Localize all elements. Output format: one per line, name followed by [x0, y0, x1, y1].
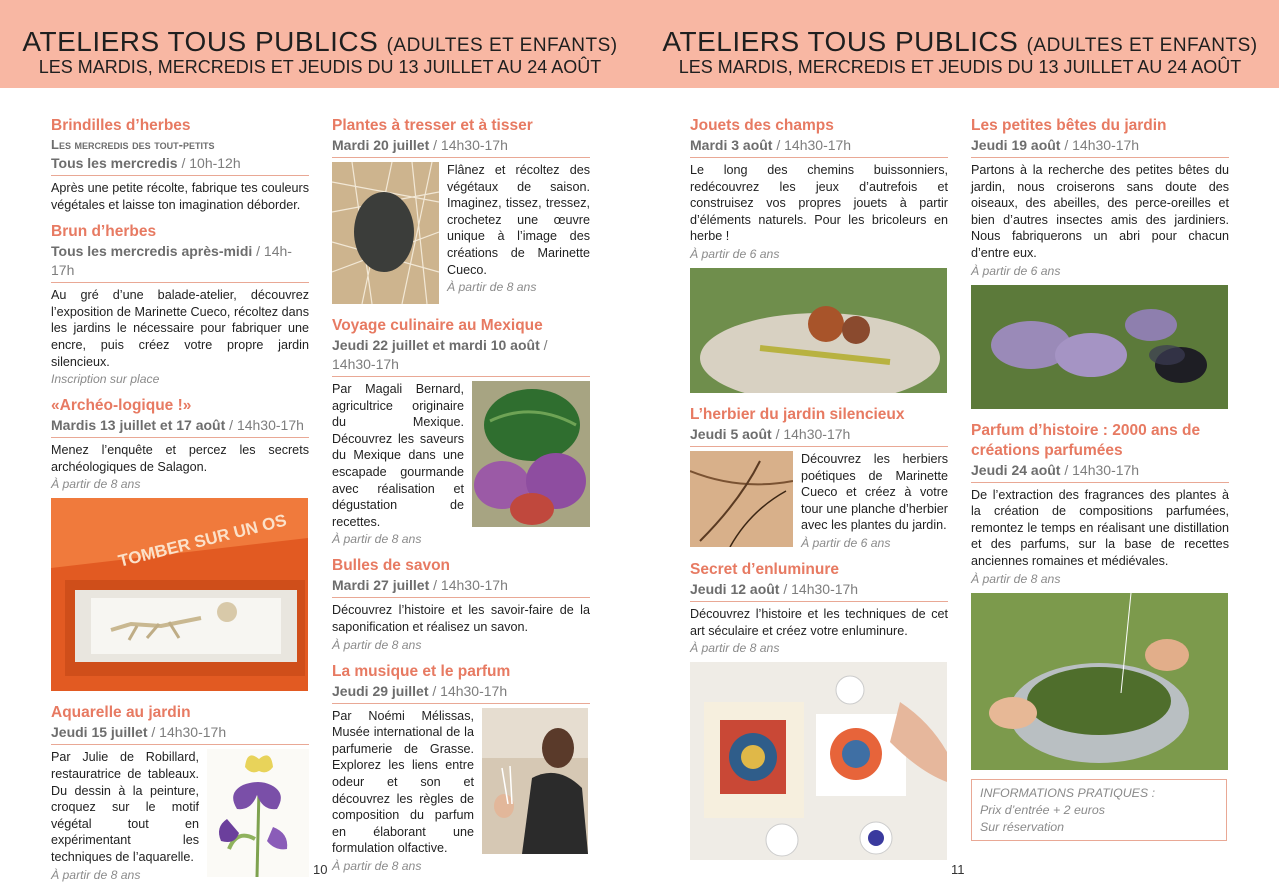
header-title: ATELIERS TOUS PUBLICS (ADULTES ET ENFANTS)	[22, 26, 618, 57]
right-column-2	[971, 116, 1229, 841]
workshop-description: Menez l’enquête et percez les secrets archéologiques de Salagon.	[51, 443, 309, 474]
workshop-title: Jouets des champs	[690, 117, 834, 134]
page-number: 11	[951, 862, 965, 877]
box-lettering: TOMBER SUR UN OS	[116, 510, 289, 572]
workshop-title: L’herbier du jardin silencieux	[690, 405, 905, 423]
distillation-photo	[971, 593, 1228, 770]
left-column-2	[332, 116, 590, 883]
workshop-date: Jeudi 19 août / 14h30-17h	[971, 136, 1229, 158]
workshop-date: Jeudi 5 août / 14h30-17h	[690, 425, 948, 447]
workshop-title: Parfum d’histoire : 2000 ans de créations parfumées	[971, 421, 1201, 459]
workshop-date: Jeudi 22 juillet et mardi 10 août / 14h30-17h	[332, 336, 590, 377]
workshop-description: Découvrez l’histoire et les techniques de cet art séculaire et créez votre enluminure.	[690, 606, 948, 638]
workshop-description: Par Magali Bernard, agricultrice originaire du Mexique. Découvrez les saveurs du Mexique dans une escapade gourmande avec réalisation et dégustation de recettes.	[332, 382, 464, 529]
workshop-jouets	[690, 116, 948, 393]
herbarium-photo	[690, 451, 793, 547]
workshop-title: «Archéo-logique !»	[51, 397, 192, 415]
workshop-title: Brindilles d’herbes	[51, 117, 191, 134]
workshop-title: Voyage culinaire au Mexique	[332, 317, 543, 334]
workshop-title: Secret d’enluminure	[690, 560, 840, 578]
workshop-description: Le long des chemins buissonniers, redécouvrez les jeux d’autrefois et construisez vos propres jouets à partir d’éléments naturels. Pour les bricoleurs en herbe !	[690, 163, 948, 244]
iris-watercolor-image	[207, 749, 309, 877]
info-price: Prix d’entrée + 2 euros	[980, 802, 1106, 817]
right-column-1	[690, 116, 948, 869]
skeleton-box-photo	[51, 498, 308, 691]
natural-toy-photo	[690, 268, 947, 393]
workshop-archeo	[51, 396, 309, 691]
header-title: ATELIERS TOUS PUBLICS (ADULTES ET ENFANTS)	[662, 26, 1258, 57]
workshop-description: Partons à la recherche des petites bêtes du jardin, nous croiserons sans doute des oiseaux, des abeilles, des perce-oreilles et bien d’autres insectes amis des jardiniers. Nous fabriquerons un abri pour chacun d’entre eux.	[971, 163, 1229, 260]
workshop-date: Jeudi 24 août / 14h30-17h	[971, 461, 1229, 483]
workshop-musique	[332, 662, 590, 874]
workshop-date: Mardi 27 juillet / 14h30-17h	[332, 576, 590, 598]
info-title: INFORMATIONS PRATIQUES :	[980, 785, 1156, 800]
left-column-1	[51, 116, 309, 892]
page-11	[640, 0, 1279, 896]
workshop-date: Jeudi 15 juillet / 14h30-17h	[51, 723, 309, 745]
page-header-banner	[640, 0, 1279, 88]
workshop-bulles	[332, 556, 590, 652]
practical-info-box	[971, 779, 1227, 841]
workshop-note: À partir de 8 ans	[332, 637, 422, 652]
workshop-date: Mardi 3 août / 14h30-17h	[690, 136, 948, 158]
workshop-date: Jeudi 29 juillet / 14h30-17h	[332, 682, 590, 704]
woven-stone-photo	[332, 162, 439, 304]
workshop-description: Par Julie de Robillard, restauratrice de tableaux. Du dessin à la peinture, croquez sur le motif végétal tout en expérimentant les techniques de l’aquarelle.	[51, 750, 199, 864]
workshop-description: Flânez et récoltez des végétaux de saison. Imaginez, tissez, tressez, crochetez une œuvre unique à l’image des créations de Marinette Cueco.	[447, 163, 590, 277]
workshop-title: La musique et le parfum	[332, 662, 511, 680]
workshop-note: À partir de 8 ans	[332, 858, 422, 873]
page-number: 10	[313, 862, 328, 877]
illumination-photo	[690, 662, 947, 860]
workshop-description: Après une petite récolte, fabrique tes couleurs végétales et laisse ton imagination déborder.	[51, 181, 309, 212]
workshop-title: Les petites bêtes du jardin	[971, 117, 1167, 134]
workshop-title: Plantes à tresser et à tisser	[332, 117, 533, 134]
perfume-workshop-photo	[482, 708, 588, 854]
workshop-aquarelle	[51, 703, 309, 882]
workshop-description: De l’extraction des fragrances des plantes à la création de compositions parfumées, remontez le temps en réalisant une distillation et des parfums, sur la base de recettes anciennes romaines et médiévales.	[971, 487, 1229, 568]
workshop-parfum	[971, 421, 1229, 770]
info-reservation: Sur réservation	[980, 819, 1065, 834]
workshop-voyage	[332, 316, 590, 547]
header-subtitle: LES MARDIS, MERCREDIS ET JEUDIS DU 13 JUILLET AU 24 AOÛT	[678, 57, 1242, 77]
workshop-tag: Les mercredis des tout-petits	[51, 137, 215, 152]
workshop-description: Découvrez l’histoire et les savoir-faire de la saponification et réalisez un savon.	[332, 603, 590, 634]
workshop-title: Bulles de savon	[332, 557, 451, 575]
vegetables-photo	[472, 381, 590, 527]
workshop-date: Mardis 13 juillet et 17 août / 14h30-17h	[51, 416, 309, 438]
workshop-note: À partir de 8 ans	[51, 867, 141, 882]
header-subtitle: LES MARDIS, MERCREDIS ET JEUDIS DU 13 JUILLET AU 24 AOÛT	[38, 57, 602, 77]
workshop-herbier	[690, 405, 948, 551]
workshop-note: À partir de 8 ans	[690, 641, 780, 656]
workshop-plantes	[332, 116, 590, 304]
workshop-date: Tous les mercredis après-midi / 14h-17h	[51, 242, 309, 283]
workshop-description: Découvrez les herbiers poétiques de Marinette Cueco et créez à votre tour une planche d’herbier avec les plantes du jardin.	[801, 451, 948, 533]
bee-on-flower-photo	[971, 285, 1228, 409]
workshop-date: Jeudi 12 août / 14h30-17h	[690, 580, 948, 602]
workshop-note: À partir de 8 ans	[447, 280, 537, 295]
workshop-title: Brun d’herbes	[51, 223, 157, 241]
workshop-brindilles	[51, 116, 309, 213]
workshop-description: Au gré d’une balade-atelier, découvrez l’exposition de Marinette Cueco, récoltez dans les jardins le nécessaire pour fabriquer une encre, puis créez votre propre jardin silencieux.	[51, 288, 309, 369]
workshop-enluminure	[690, 560, 948, 860]
workshop-note: Inscription sur place	[51, 372, 160, 387]
workshop-brun	[51, 222, 309, 387]
workshop-title: Aquarelle au jardin	[51, 704, 191, 722]
workshop-note: À partir de 6 ans	[971, 263, 1061, 278]
workshop-date: Tous les mercredis / 10h-12h	[51, 154, 309, 176]
workshop-description: Par Noémi Mélissas, Musée international de la parfumerie de Grasse. Explorez les liens entre odeur et son et découvrez les règles de composition du parfum en élaborant une formulation olfactive.	[332, 708, 474, 856]
workshop-note: À partir de 8 ans	[51, 477, 141, 492]
workshop-note: À partir de 8 ans	[971, 571, 1061, 586]
workshop-note: À partir de 6 ans	[801, 535, 891, 550]
workshop-betes	[971, 116, 1229, 409]
workshop-date: Mardi 20 juillet / 14h30-17h	[332, 136, 590, 158]
workshop-note: À partir de 6 ans	[690, 246, 780, 261]
page-header-banner	[0, 0, 640, 88]
workshop-note: À partir de 8 ans	[332, 532, 422, 547]
